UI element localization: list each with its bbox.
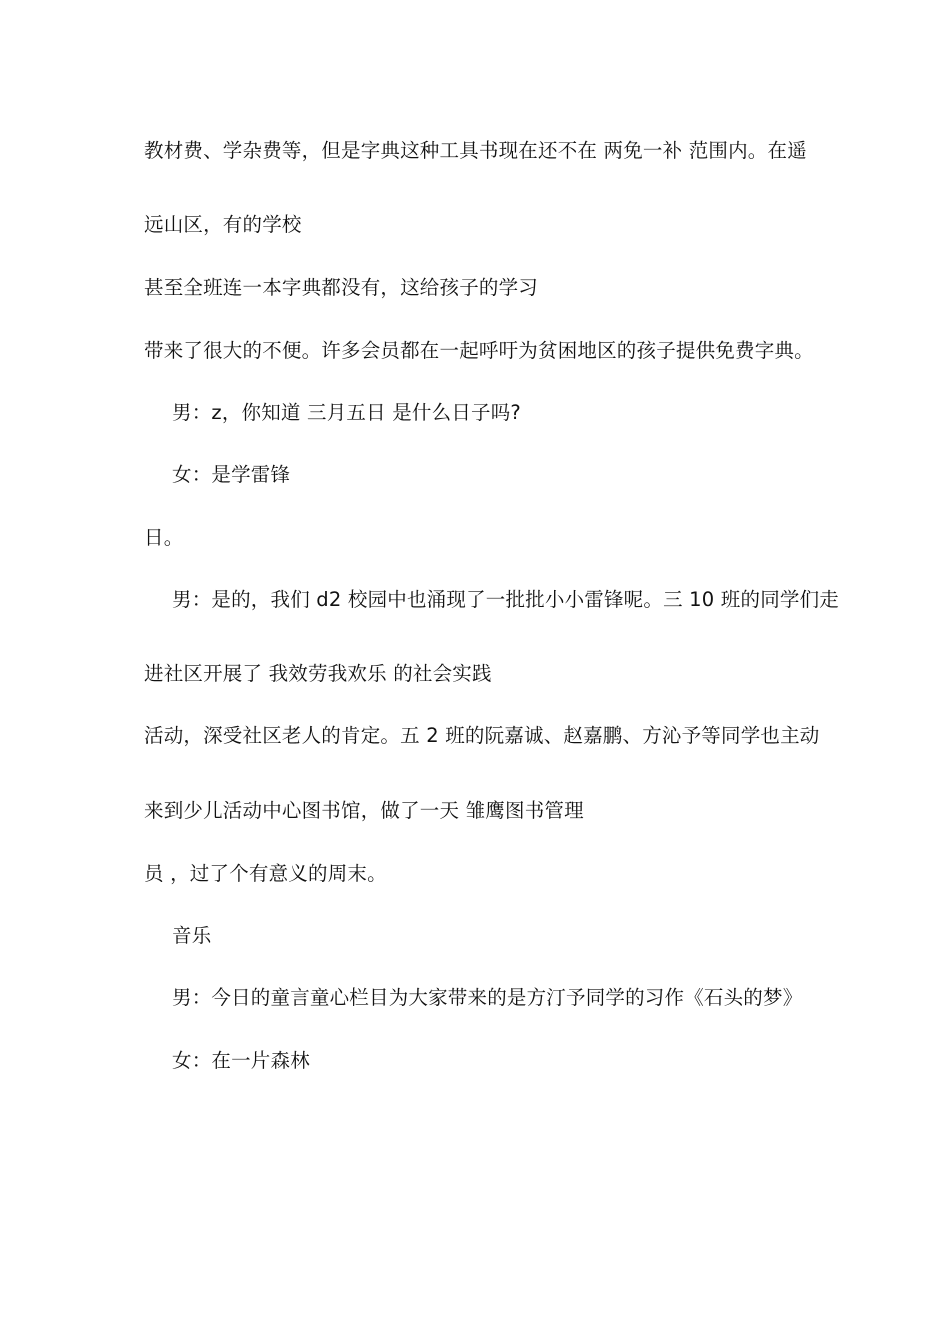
section-label: 音乐 bbox=[172, 924, 212, 947]
paragraph-line: 带来了很大的不便。许多会员都在一起呼吁为贫困地区的孩子提供免费字典。 bbox=[144, 339, 814, 362]
paragraph-line: 员 ，过了个有意义的周末。 bbox=[144, 862, 387, 885]
dialogue-line: 男：是的，我们 d2 校园中也涌现了一批批小小雷锋呢。三 10 班的同学们走 bbox=[172, 588, 839, 611]
paragraph-line: 日。 bbox=[144, 526, 184, 549]
paragraph-line: 活动，深受社区老人的肯定。五 2 班的阮嘉诚、赵嘉鹏、方沁予等同学也主动 bbox=[144, 724, 820, 747]
dialogue-line: 男：z，你知道 三月五日 是什么日子吗? bbox=[172, 401, 521, 424]
paragraph-line: 教材费、学杂费等，但是字典这种工具书现在还不在 两免一补 范围内。在遥 bbox=[144, 139, 807, 162]
dialogue-line: 女：在一片森林 bbox=[172, 1049, 310, 1072]
paragraph-line: 进社区开展了 我效劳我欢乐 的社会实践 bbox=[144, 662, 492, 685]
dialogue-line: 女：是学雷锋 bbox=[172, 463, 291, 486]
dialogue-line: 男：今日的童言童心栏目为大家带来的是方汀予同学的习作《石头的梦》 bbox=[172, 986, 803, 1009]
paragraph-line: 来到少儿活动中心图书馆，做了一天 雏鹰图书管理 bbox=[144, 799, 584, 822]
paragraph-line: 远山区，有的学校 bbox=[144, 213, 302, 236]
paragraph-line: 甚至全班连一本字典都没有，这给孩子的学习 bbox=[144, 276, 539, 299]
